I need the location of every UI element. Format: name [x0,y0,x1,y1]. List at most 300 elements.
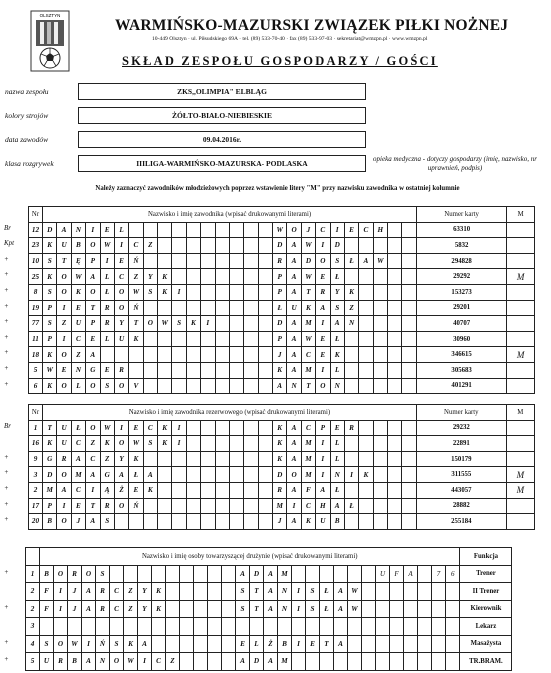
card-number[interactable]: 28882 [416,498,506,514]
surname-letter-box[interactable]: T [57,253,71,269]
firstname-letter-box[interactable] [373,284,387,300]
surname-letter-box[interactable] [244,316,258,332]
surname-letter-box[interactable] [208,635,222,653]
firstname-letter-box[interactable] [236,618,250,636]
surname-letter-box[interactable] [258,467,272,483]
firstname-letter-box[interactable]: A [287,514,301,530]
firstname-letter-box[interactable] [388,467,402,483]
surname-letter-box[interactable]: I [114,420,128,436]
extra-letter-box[interactable] [390,583,404,601]
surname-letter-box[interactable]: O [86,378,100,394]
surname-letter-box[interactable]: T [129,316,143,332]
youth-mark[interactable] [507,300,535,316]
surname-letter-box[interactable] [201,498,215,514]
firstname-letter-box[interactable]: N [330,467,344,483]
firstname-letter-box[interactable]: S [330,300,344,316]
firstname-letter-box[interactable]: R [273,482,287,498]
firstname-letter-box[interactable]: M [278,565,292,583]
firstname-letter-box[interactable]: Ł [344,253,358,269]
firstname-letter-box[interactable]: M [273,498,287,514]
youth-mark[interactable] [506,436,534,452]
youth-mark[interactable] [507,238,535,254]
surname-letter-box[interactable] [186,269,200,285]
surname-letter-box[interactable]: Z [166,653,180,671]
surname-letter-box[interactable]: O [57,514,71,530]
firstname-letter-box[interactable] [344,482,358,498]
surname-letter-box[interactable] [129,347,143,363]
surname-letter-box[interactable]: S [40,635,54,653]
firstname-letter-box[interactable]: D [273,316,287,332]
card-number[interactable]: 63310 [417,222,507,238]
firstname-letter-box[interactable] [344,269,358,285]
surname-letter-box[interactable] [138,618,152,636]
firstname-letter-box[interactable]: K [273,420,287,436]
firstname-letter-box[interactable] [348,635,362,653]
extra-letter-box[interactable]: F [390,565,404,583]
youth-mark[interactable] [507,362,535,378]
firstname-letter-box[interactable] [334,618,348,636]
surname-letter-box[interactable]: R [96,583,110,601]
extra-letter-box[interactable] [404,653,418,671]
surname-letter-box[interactable] [186,498,200,514]
surname-letter-box[interactable] [201,451,215,467]
surname-letter-box[interactable]: Y [138,583,152,601]
surname-letter-box[interactable]: W [158,316,172,332]
surname-letter-box[interactable]: I [54,600,68,618]
surname-letter-box[interactable] [186,253,200,269]
surname-letter-box[interactable] [180,635,194,653]
surname-letter-box[interactable]: P [43,498,57,514]
surname-letter-box[interactable]: Z [57,316,71,332]
extra-letter-box[interactable] [418,583,432,601]
firstname-letter-box[interactable] [359,451,373,467]
surname-letter-box[interactable]: O [86,284,100,300]
surname-letter-box[interactable] [244,238,258,254]
surname-letter-box[interactable] [143,378,157,394]
surname-letter-box[interactable]: E [100,222,114,238]
firstname-letter-box[interactable] [344,347,358,363]
surname-letter-box[interactable] [229,378,243,394]
surname-letter-box[interactable] [244,420,258,436]
card-number[interactable]: 305683 [417,362,507,378]
surname-letter-box[interactable]: C [86,451,100,467]
surname-letter-box[interactable]: K [158,269,172,285]
firstname-letter-box[interactable] [402,420,416,436]
surname-letter-box[interactable] [244,300,258,316]
surname-letter-box[interactable] [244,347,258,363]
surname-letter-box[interactable] [194,565,208,583]
surname-letter-box[interactable] [186,362,200,378]
firstname-letter-box[interactable]: Ł [330,269,344,285]
firstname-letter-box[interactable]: L [330,362,344,378]
surname-letter-box[interactable]: W [68,635,82,653]
extra-letter-box[interactable] [390,635,404,653]
firstname-letter-box[interactable]: S [306,583,320,601]
surname-letter-box[interactable] [186,300,200,316]
surname-letter-box[interactable]: F [40,583,54,601]
firstname-letter-box[interactable]: A [287,451,301,467]
surname-letter-box[interactable]: O [54,635,68,653]
shirt-number[interactable]: 10 [29,253,43,269]
surname-letter-box[interactable]: A [71,451,85,467]
surname-letter-box[interactable]: K [124,635,138,653]
surname-letter-box[interactable]: E [71,300,85,316]
firstname-letter-box[interactable]: B [278,635,292,653]
firstname-letter-box[interactable]: A [359,253,373,269]
surname-letter-box[interactable] [244,253,258,269]
surname-letter-box[interactable] [258,269,272,285]
firstname-letter-box[interactable]: N [344,316,358,332]
surname-letter-box[interactable] [208,583,222,601]
firstname-letter-box[interactable]: K [359,467,373,483]
surname-letter-box[interactable]: Z [71,347,85,363]
surname-letter-box[interactable]: A [57,482,71,498]
card-number[interactable]: 29232 [416,420,506,436]
surname-letter-box[interactable] [143,362,157,378]
surname-letter-box[interactable]: Ł [100,284,114,300]
surname-letter-box[interactable] [244,362,258,378]
surname-letter-box[interactable]: A [82,653,96,671]
surname-letter-box[interactable]: U [57,238,71,254]
firstname-letter-box[interactable] [344,238,358,254]
firstname-letter-box[interactable]: A [236,653,250,671]
surname-letter-box[interactable] [258,378,272,394]
firstname-letter-box[interactable]: A [264,565,278,583]
surname-letter-box[interactable] [222,618,236,636]
surname-letter-box[interactable]: O [54,565,68,583]
surname-letter-box[interactable]: Y [138,600,152,618]
surname-letter-box[interactable] [258,284,272,300]
surname-letter-box[interactable] [229,331,243,347]
surname-letter-box[interactable]: S [100,514,114,530]
firstname-letter-box[interactable] [359,238,373,254]
firstname-letter-box[interactable] [373,498,387,514]
surname-letter-box[interactable] [172,238,186,254]
surname-letter-box[interactable]: C [71,331,85,347]
surname-letter-box[interactable] [186,420,200,436]
surname-letter-box[interactable] [258,482,272,498]
firstname-letter-box[interactable]: A [334,635,348,653]
surname-letter-box[interactable]: C [71,436,85,452]
firstname-letter-box[interactable]: L [330,436,344,452]
firstname-letter-box[interactable] [402,482,416,498]
firstname-letter-box[interactable]: T [320,635,334,653]
surname-letter-box[interactable] [158,331,172,347]
surname-letter-box[interactable]: I [57,331,71,347]
surname-letter-box[interactable]: S [100,378,114,394]
extra-letter-box[interactable] [404,583,418,601]
youth-mark[interactable] [507,378,535,394]
surname-letter-box[interactable]: A [86,514,100,530]
surname-letter-box[interactable] [194,653,208,671]
shirt-number[interactable]: 3 [29,467,43,483]
match-date-field[interactable]: 09.04.2016r. [78,131,366,148]
extra-letter-box[interactable] [432,653,446,671]
surname-letter-box[interactable]: J [68,583,82,601]
surname-letter-box[interactable]: N [71,362,85,378]
extra-letter-box[interactable] [376,635,390,653]
firstname-letter-box[interactable] [359,347,373,363]
surname-letter-box[interactable]: O [57,378,71,394]
surname-letter-box[interactable]: Ż [114,482,128,498]
surname-letter-box[interactable] [186,284,200,300]
surname-letter-box[interactable]: K [158,420,172,436]
surname-letter-box[interactable] [229,436,243,452]
surname-letter-box[interactable]: E [114,253,128,269]
surname-letter-box[interactable] [194,583,208,601]
firstname-letter-box[interactable]: L [330,451,344,467]
shirt-number[interactable]: 77 [29,316,43,332]
surname-letter-box[interactable]: C [110,583,124,601]
surname-letter-box[interactable]: K [186,316,200,332]
firstname-letter-box[interactable]: I [287,498,301,514]
firstname-letter-box[interactable]: W [301,269,315,285]
firstname-letter-box[interactable] [402,331,417,347]
firstname-letter-box[interactable] [362,583,376,601]
youth-mark[interactable] [506,498,534,514]
surname-letter-box[interactable]: I [57,498,71,514]
surname-letter-box[interactable]: E [129,482,143,498]
surname-letter-box[interactable] [201,300,215,316]
firstname-letter-box[interactable] [402,300,417,316]
firstname-letter-box[interactable]: M [301,436,315,452]
surname-letter-box[interactable]: A [86,269,100,285]
shirt-number[interactable]: 18 [29,347,43,363]
firstname-letter-box[interactable] [359,482,373,498]
firstname-letter-box[interactable] [320,653,334,671]
firstname-letter-box[interactable]: M [301,316,315,332]
surname-letter-box[interactable]: S [43,284,57,300]
surname-letter-box[interactable]: K [152,600,166,618]
firstname-letter-box[interactable] [344,514,358,530]
firstname-letter-box[interactable]: P [273,269,287,285]
shirt-number[interactable]: 2 [29,482,43,498]
surname-letter-box[interactable] [215,420,229,436]
surname-letter-box[interactable]: S [43,316,57,332]
surname-letter-box[interactable] [180,583,194,601]
surname-letter-box[interactable]: Ł [71,420,85,436]
surname-letter-box[interactable]: D [43,467,57,483]
firstname-letter-box[interactable]: S [330,253,344,269]
firstname-letter-box[interactable]: L [250,635,264,653]
firstname-letter-box[interactable] [388,451,402,467]
surname-letter-box[interactable]: O [114,378,128,394]
surname-letter-box[interactable] [258,451,272,467]
surname-letter-box[interactable] [124,618,138,636]
firstname-letter-box[interactable] [388,378,402,394]
surname-letter-box[interactable] [201,378,215,394]
surname-letter-box[interactable] [158,362,172,378]
firstname-letter-box[interactable]: M [278,653,292,671]
surname-letter-box[interactable] [172,498,186,514]
surname-letter-box[interactable]: O [114,436,128,452]
extra-letter-box[interactable] [432,635,446,653]
youth-mark[interactable] [506,514,534,530]
surname-letter-box[interactable]: M [43,482,57,498]
extra-letter-box[interactable] [404,618,418,636]
firstname-letter-box[interactable] [278,618,292,636]
firstname-letter-box[interactable] [388,436,402,452]
surname-letter-box[interactable]: E [71,498,85,514]
surname-letter-box[interactable]: O [57,269,71,285]
surname-letter-box[interactable] [110,618,124,636]
surname-letter-box[interactable]: R [57,451,71,467]
firstname-letter-box[interactable]: N [278,600,292,618]
surname-letter-box[interactable]: I [114,238,128,254]
firstname-letter-box[interactable] [362,600,376,618]
surname-letter-box[interactable] [208,653,222,671]
firstname-letter-box[interactable]: E [236,635,250,653]
surname-letter-box[interactable]: K [43,436,57,452]
firstname-letter-box[interactable] [373,347,387,363]
firstname-letter-box[interactable] [388,284,402,300]
firstname-letter-box[interactable]: Y [330,284,344,300]
firstname-letter-box[interactable]: K [273,451,287,467]
surname-letter-box[interactable] [172,467,186,483]
surname-letter-box[interactable]: R [68,565,82,583]
surname-letter-box[interactable] [158,238,172,254]
surname-letter-box[interactable]: Ę [71,253,85,269]
firstname-letter-box[interactable] [362,653,376,671]
surname-letter-box[interactable] [229,269,243,285]
firstname-letter-box[interactable]: Ż [264,635,278,653]
firstname-letter-box[interactable] [388,253,402,269]
surname-letter-box[interactable] [180,565,194,583]
surname-letter-box[interactable]: R [96,600,110,618]
card-number[interactable]: 150179 [416,451,506,467]
surname-letter-box[interactable]: K [43,269,57,285]
surname-letter-box[interactable]: A [82,583,96,601]
surname-letter-box[interactable] [166,635,180,653]
firstname-letter-box[interactable]: A [287,436,301,452]
surname-letter-box[interactable] [172,347,186,363]
surname-letter-box[interactable]: I [100,253,114,269]
surname-letter-box[interactable] [172,451,186,467]
firstname-letter-box[interactable]: A [264,600,278,618]
surname-letter-box[interactable]: J [71,514,85,530]
surname-letter-box[interactable]: U [57,420,71,436]
firstname-letter-box[interactable] [306,618,320,636]
surname-letter-box[interactable]: E [57,362,71,378]
firstname-letter-box[interactable] [402,253,417,269]
extra-letter-box[interactable] [432,618,446,636]
card-number[interactable]: 153273 [417,284,507,300]
firstname-letter-box[interactable]: B [330,514,344,530]
surname-letter-box[interactable] [244,331,258,347]
shirt-number[interactable]: 8 [29,284,43,300]
firstname-letter-box[interactable]: U [287,300,301,316]
surname-letter-box[interactable] [194,618,208,636]
surname-letter-box[interactable] [244,498,258,514]
surname-letter-box[interactable] [129,514,143,530]
surname-letter-box[interactable] [186,514,200,530]
surname-letter-box[interactable] [54,618,68,636]
surname-letter-box[interactable]: C [152,653,166,671]
shirt-number[interactable]: 23 [29,238,43,254]
card-number[interactable]: 443057 [416,482,506,498]
firstname-letter-box[interactable] [388,222,402,238]
surname-letter-box[interactable]: Y [114,316,128,332]
surname-letter-box[interactable] [229,514,243,530]
card-number[interactable]: 40707 [417,316,507,332]
shirt-number[interactable]: 12 [29,222,43,238]
surname-letter-box[interactable]: P [86,253,100,269]
firstname-letter-box[interactable]: I [292,583,306,601]
surname-letter-box[interactable] [158,378,172,394]
surname-letter-box[interactable] [68,618,82,636]
shirt-number[interactable]: 1 [29,420,43,436]
surname-letter-box[interactable] [186,347,200,363]
firstname-letter-box[interactable]: T [250,600,264,618]
surname-letter-box[interactable] [186,238,200,254]
firstname-letter-box[interactable] [344,378,358,394]
firstname-letter-box[interactable] [359,378,373,394]
surname-letter-box[interactable] [143,498,157,514]
surname-letter-box[interactable] [172,222,186,238]
surname-letter-box[interactable] [194,635,208,653]
surname-letter-box[interactable]: K [143,482,157,498]
surname-letter-box[interactable]: A [86,467,100,483]
surname-letter-box[interactable]: E [100,362,114,378]
surname-letter-box[interactable]: D [43,222,57,238]
surname-letter-box[interactable] [186,378,200,394]
surname-letter-box[interactable]: O [114,284,128,300]
card-number[interactable]: 294828 [417,253,507,269]
surname-letter-box[interactable] [166,583,180,601]
firstname-letter-box[interactable]: J [273,347,287,363]
card-number[interactable]: 29292 [417,269,507,285]
extra-letter-box[interactable] [418,635,432,653]
shirt-number[interactable]: 20 [29,514,43,530]
surname-letter-box[interactable] [186,436,200,452]
firstname-letter-box[interactable] [334,653,348,671]
firstname-letter-box[interactable] [388,331,402,347]
surname-letter-box[interactable]: G [86,362,100,378]
firstname-letter-box[interactable]: W [348,583,362,601]
surname-letter-box[interactable]: B [68,653,82,671]
firstname-letter-box[interactable] [348,565,362,583]
surname-letter-box[interactable]: L [100,269,114,285]
surname-letter-box[interactable]: I [172,420,186,436]
firstname-letter-box[interactable]: E [306,635,320,653]
firstname-letter-box[interactable]: W [348,600,362,618]
surname-letter-box[interactable] [96,618,110,636]
surname-letter-box[interactable] [229,467,243,483]
firstname-letter-box[interactable] [388,238,402,254]
youth-mark[interactable] [507,316,535,332]
firstname-letter-box[interactable]: E [316,347,330,363]
firstname-letter-box[interactable]: T [250,583,264,601]
firstname-letter-box[interactable]: Ł [320,583,334,601]
surname-letter-box[interactable] [222,653,236,671]
surname-letter-box[interactable]: O [57,347,71,363]
surname-letter-box[interactable] [143,514,157,530]
firstname-letter-box[interactable]: I [330,222,344,238]
surname-letter-box[interactable] [186,482,200,498]
surname-letter-box[interactable] [201,482,215,498]
extra-letter-box[interactable] [390,653,404,671]
youth-mark[interactable]: M [507,347,535,363]
surname-letter-box[interactable]: B [71,238,85,254]
extra-letter-box[interactable] [390,618,404,636]
firstname-letter-box[interactable]: N [287,378,301,394]
firstname-letter-box[interactable] [344,362,358,378]
surname-letter-box[interactable] [215,238,229,254]
firstname-letter-box[interactable]: I [316,467,330,483]
firstname-letter-box[interactable]: C [316,222,330,238]
firstname-letter-box[interactable]: E [316,331,330,347]
firstname-letter-box[interactable]: S [236,600,250,618]
